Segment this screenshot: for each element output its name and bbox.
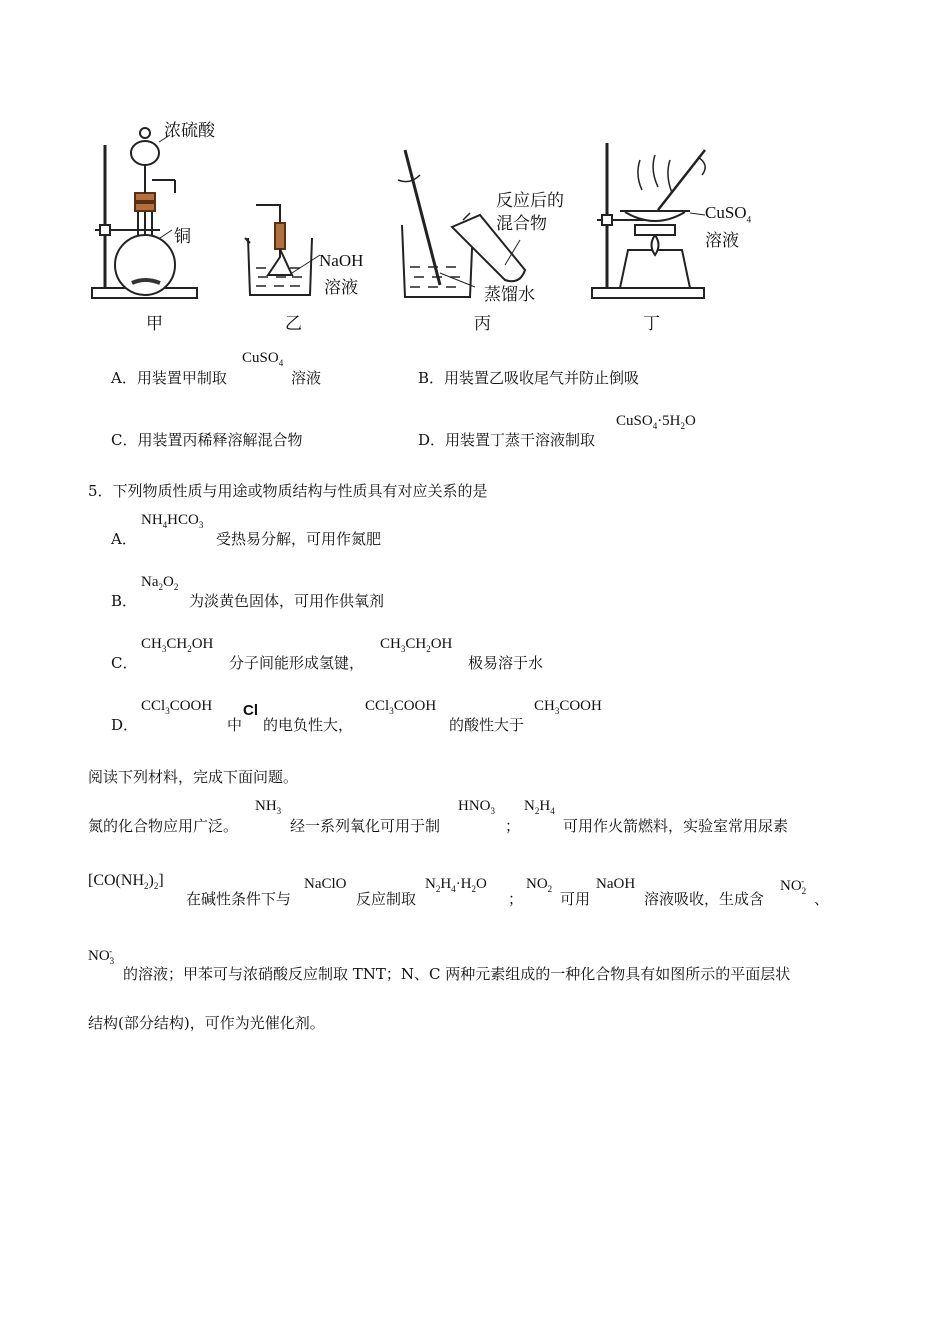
label-copper: 铜 (174, 227, 191, 247)
reading-n2h4: $N_2H_4$ (524, 798, 555, 816)
reading-dun: 、 (814, 890, 830, 908)
reading-n2h4-h2o: $N_2H_4\cdot H_2O$ (425, 876, 487, 894)
q5-stem: 5．下列物质性质与用途或物质结构与性质具有对应关系的是 (88, 482, 488, 500)
reading-p4: 结构(部分结构)，可作为光催化剂。 (88, 1014, 325, 1032)
q5-option-d-formula-2: Cl (243, 702, 258, 719)
q5-option-a-label: A． (111, 530, 137, 548)
reading-hno3: $HNO_3$ (458, 798, 495, 816)
q5-option-c-formula-1: $CH_3CH_2OH$ (141, 636, 214, 654)
reading-p1-c: 可用作火箭燃料，实验室常用尿素 (563, 817, 789, 835)
reading-p1-a: 氮的化合物应用广泛。 (88, 817, 239, 835)
q4-option-c: C．用装置丙稀释溶解混合物 (111, 431, 303, 449)
q5-option-c-text-1: 分子间能形成氢键， (229, 654, 365, 672)
q5-option-c-text-2: 极易溶于水 (468, 654, 544, 672)
q5-option-d-formula-1: CCl$_3$COOH (141, 698, 213, 716)
q5-option-d-label: D． (111, 716, 139, 734)
q5-option-d-text-3: 的酸性大于 (449, 716, 525, 734)
label-naoh: NaOH (319, 251, 364, 270)
reading-no2-ion: $NO_2^-$ (780, 876, 807, 896)
label-mixture-line2: 混合物 (496, 214, 547, 234)
q5-option-b-formula: $Na_2O_2$ (141, 574, 179, 592)
q5-option-d-formula-3: CCl$_3$COOH (365, 698, 437, 716)
q5-option-d-text-1: 中 (227, 716, 243, 734)
reading-p2-d: 溶液吸收，生成含 (644, 890, 765, 908)
reading-p1-b: 经一系列氧化可用于制 (290, 817, 441, 835)
reading-title: 阅读下列材料，完成下面问题。 (88, 768, 299, 786)
apparatus-yi (245, 205, 320, 295)
label-concentrated-sulfuric-acid: 浓硫酸 (164, 121, 215, 141)
label-distilled-water: 蒸馏水 (484, 285, 535, 305)
reading-no3-ion: $NO_3^-$ (88, 946, 115, 966)
reading-naoh: NaOH (596, 876, 636, 892)
label-cuso4-solution: 溶液 (705, 231, 739, 251)
apparatus-jia (92, 128, 197, 298)
caption-yi: 乙 (285, 314, 302, 334)
label-mixture-line1: 反应后的 (496, 191, 564, 211)
reading-urea: $[CO(NH_2)_2]$ (88, 872, 164, 892)
q4-option-d-formula: $CuSO_4\cdot 5H_2O$ (616, 413, 696, 431)
reading-p2-c: 可用 (560, 890, 591, 908)
reading-p3: 的溶液；甲苯可与浓硝酸反应制取 TNT；N、C 两种元素组成的一种化合物具有如图所示的平面层状 (123, 965, 791, 983)
caption-jia: 甲 (146, 314, 163, 334)
q5-option-d-text-2: 的电负性大， (263, 716, 354, 734)
q5-option-a-text: 受热易分解，可用作氮肥 (216, 530, 382, 548)
q4-option-d-text: D．用装置丁蒸干溶液制取 (418, 431, 596, 449)
q5-option-b-text: 为淡黄色固体，可用作供氧剂 (189, 592, 385, 610)
caption-ding: 丁 (643, 314, 660, 334)
q5-option-c-label: C． (111, 654, 138, 672)
q4-option-b: B．用装置乙吸收尾气并防止倒吸 (418, 369, 640, 387)
label-cuso4: CuSO$_4$ (705, 203, 752, 225)
q4-option-a-suffix: 溶液 (291, 369, 322, 387)
caption-bing: 丙 (474, 314, 491, 334)
reading-p2-a: 在碱性条件下与 (186, 890, 292, 908)
reading-naclo: NaClO (304, 876, 347, 892)
reading-no2: $NO_2$ (526, 876, 553, 894)
q5-option-a-formula: $NH_4HCO_3$ (141, 512, 204, 530)
q4-option-a-text: A．用装置甲制取 (111, 369, 227, 387)
q5-option-b-label: B． (111, 592, 138, 610)
reading-semicolon-1: ； (505, 817, 521, 835)
q5-option-d-formula-4: $CH_3COOH$ (534, 698, 602, 716)
q5-option-c-formula-2: $CH_3CH_2OH$ (380, 636, 453, 654)
reading-semicolon-2: ； (508, 890, 524, 908)
reading-p2-b: 反应制取 (356, 890, 417, 908)
label-naoh-solution: 溶液 (324, 278, 358, 298)
q4-option-a-formula: CuSO$_4$ (242, 350, 284, 368)
apparatus-ding (592, 143, 705, 298)
reading-nh3: $NH_3$ (255, 798, 282, 816)
